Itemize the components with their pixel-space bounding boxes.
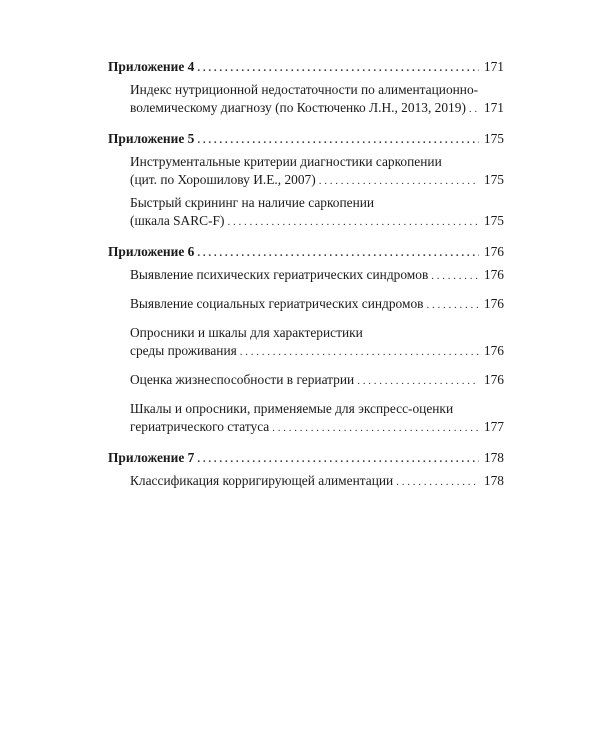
entry-label: (цит. по Хорошилову И.Е., 2007) — [130, 172, 316, 187]
toc-heading[interactable] — [108, 243, 504, 262]
page-number: 175 — [483, 213, 504, 228]
toc-entry[interactable] — [108, 81, 504, 118]
toc-section-appendix-7 — [108, 449, 504, 491]
leader-dots — [227, 213, 479, 231]
entry-label: Выявление психических гериатрических синдромов — [130, 267, 429, 282]
leader-dots — [357, 372, 479, 390]
entry-label: волемическому диагнозу (по Костюченко Л.Н., 2013, 2019) — [130, 100, 466, 115]
entry-label: Выявление социальных гериатрических синдромов — [130, 296, 424, 311]
heading-label: Приложение 6 — [108, 244, 195, 259]
leader-dots — [197, 450, 479, 468]
table-of-contents — [108, 58, 504, 503]
toc-entry[interactable] — [108, 295, 504, 314]
leader-dots — [469, 100, 479, 118]
leader-dots — [319, 172, 479, 190]
entry-line: Шкалы и опросники, применяемые для экспресс-оценки — [130, 401, 454, 416]
toc-heading[interactable] — [108, 58, 504, 77]
page-number: 176 — [483, 244, 504, 259]
leader-dots — [197, 244, 479, 262]
leader-dots — [427, 296, 480, 314]
entry-line: Индекс нутриционной недостаточности по алиментационно- — [130, 82, 479, 97]
leader-dots — [431, 267, 479, 285]
toc-entry[interactable] — [108, 153, 504, 190]
page-number: 178 — [483, 473, 504, 488]
toc-section-appendix-6 — [108, 243, 504, 437]
toc-section-appendix-4 — [108, 58, 504, 118]
page-number: 175 — [483, 172, 504, 187]
toc-heading[interactable] — [108, 449, 504, 468]
heading-label: Приложение 5 — [108, 131, 195, 146]
heading-label: Приложение 4 — [108, 59, 195, 74]
page-number: 178 — [483, 450, 504, 465]
leader-dots — [197, 131, 479, 149]
entry-label: гериатрического статуса — [130, 419, 270, 434]
page-number: 176 — [483, 296, 504, 311]
leader-dots — [272, 419, 479, 437]
entry-label: среды проживания — [130, 343, 237, 358]
entry-line: Инструментальные критерии диагностики саркопении — [130, 154, 442, 169]
page-number: 175 — [483, 131, 504, 146]
toc-entry[interactable] — [108, 400, 504, 437]
leader-dots — [396, 473, 479, 491]
entry-label: Классификация корригирующей алиментации — [130, 473, 394, 488]
toc-entry[interactable] — [108, 472, 504, 491]
toc-entry[interactable] — [108, 371, 504, 390]
page-number: 176 — [483, 343, 504, 358]
leader-dots — [197, 59, 479, 77]
page-number: 171 — [483, 59, 504, 74]
entry-line: Опросники и шкалы для характеристики — [130, 325, 363, 340]
leader-dots — [240, 343, 479, 361]
page-number: 177 — [483, 419, 504, 434]
page-number: 176 — [483, 372, 504, 387]
toc-entry[interactable] — [108, 194, 504, 231]
entry-line: Быстрый скрининг на наличие саркопении — [130, 195, 375, 210]
heading-label: Приложение 7 — [108, 450, 195, 465]
toc-entry[interactable] — [108, 324, 504, 361]
page-number: 176 — [483, 267, 504, 282]
entry-label: Оценка жизнеспособности в гериатрии — [130, 372, 355, 387]
toc-heading[interactable] — [108, 130, 504, 149]
toc-entry[interactable] — [108, 266, 504, 285]
toc-section-appendix-5 — [108, 130, 504, 231]
page-number: 171 — [483, 100, 504, 115]
entry-label: (шкала SARC-F) — [130, 213, 225, 228]
